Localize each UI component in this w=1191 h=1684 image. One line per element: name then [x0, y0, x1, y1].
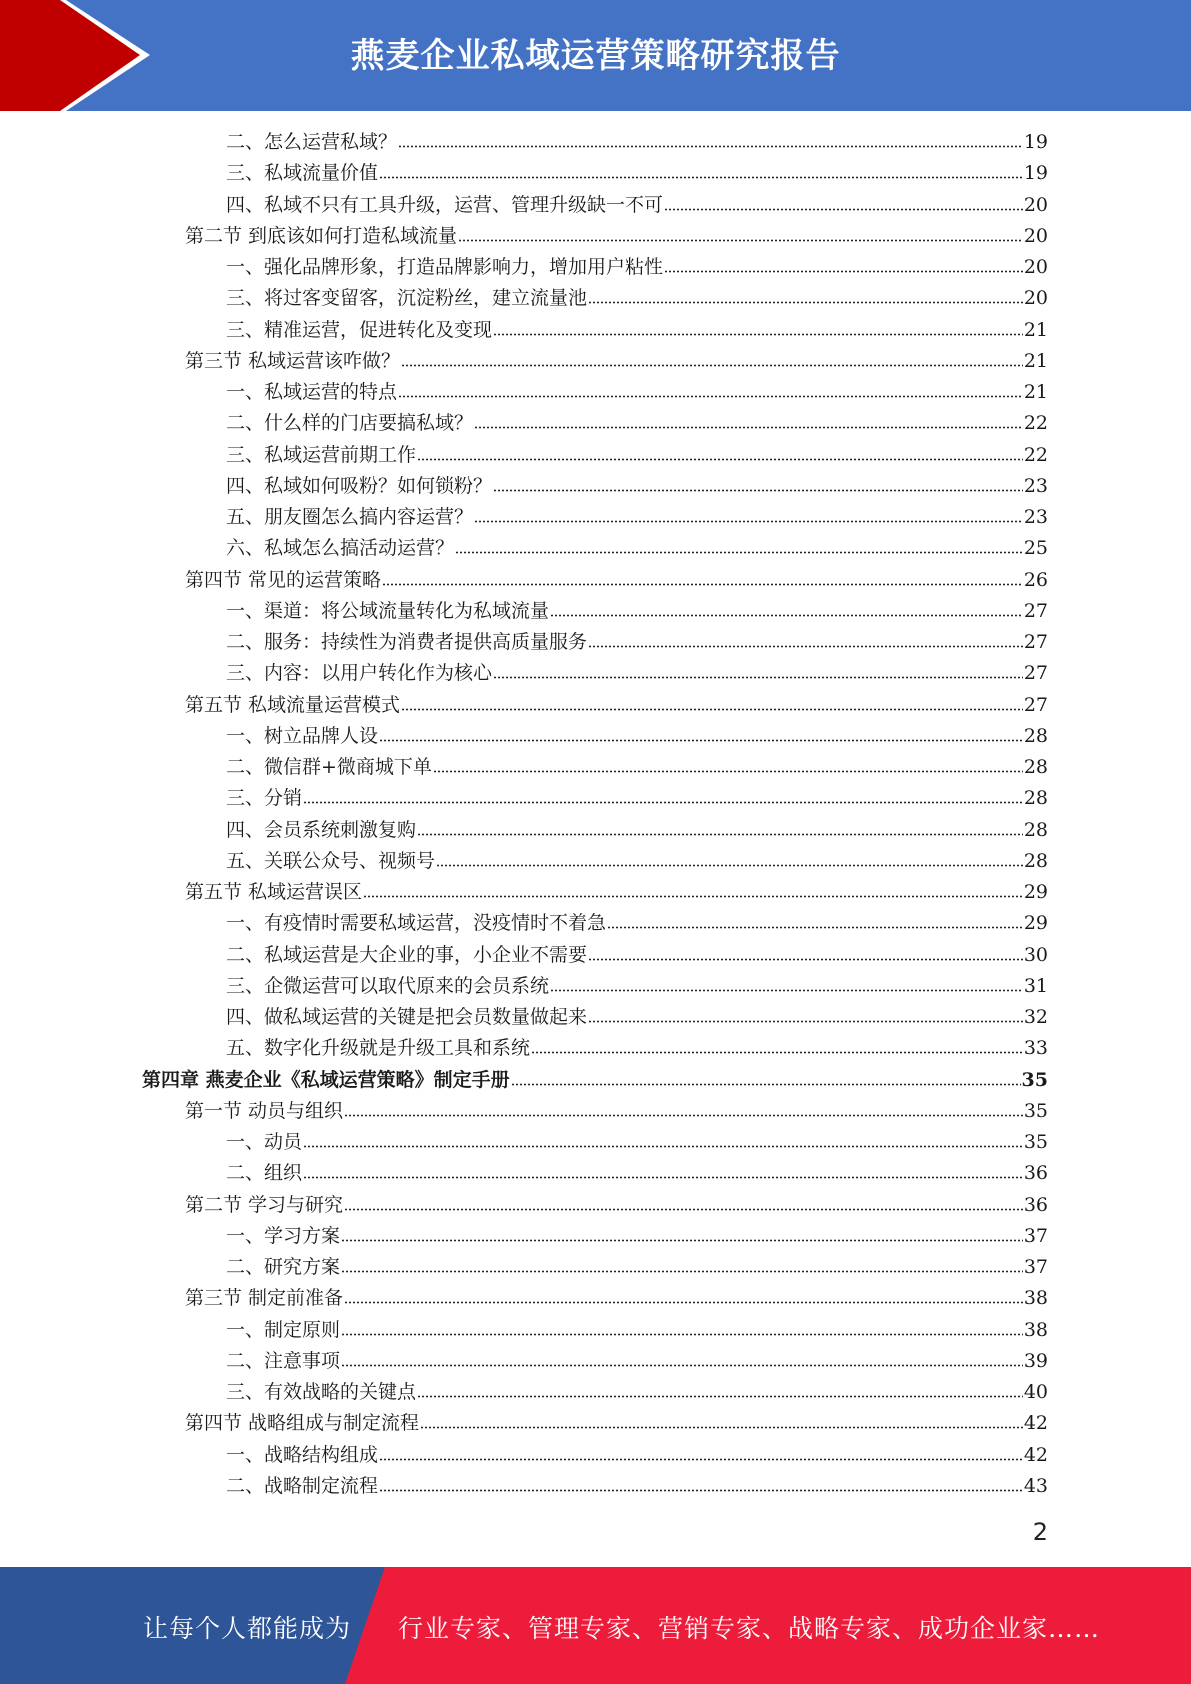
toc-entry-title: 第四节 常见的运营策略: [185, 568, 382, 591]
toc-subsection-entry[interactable]: [226, 1471, 1048, 1502]
toc-dot-leader: [550, 989, 1023, 992]
toc-subsection-entry[interactable]: [226, 627, 1048, 658]
toc-subsection-entry[interactable]: [226, 783, 1048, 814]
toc-entry-title: 一、学习方案: [226, 1224, 341, 1247]
toc-subsection-entry[interactable]: [226, 252, 1048, 283]
toc-dot-leader: [664, 208, 1023, 211]
toc-dot-leader: [474, 426, 1023, 429]
toc-entry-title: 第四章 燕麦企业《私域运营策略》制定手册: [142, 1068, 510, 1091]
toc-entry-page-number: 28: [1023, 818, 1048, 841]
toc-entry-page-number: 22: [1023, 443, 1048, 466]
toc-entry-page-number: 19: [1023, 131, 1048, 153]
toc-entry-page-number: 40: [1023, 1381, 1048, 1403]
toc-entry-page-number: 23: [1023, 474, 1048, 497]
toc-subsection-entry[interactable]: [226, 721, 1048, 752]
toc-dot-leader: [436, 864, 1023, 867]
toc-dot-leader: [588, 645, 1023, 648]
toc-entry-page-number: 42: [1023, 1412, 1048, 1435]
toc-dot-leader: [379, 1489, 1023, 1492]
toc-subsection-entry[interactable]: [226, 315, 1048, 346]
toc-dot-leader: [474, 520, 1023, 523]
toc-entry-title: 第二节 学习与研究: [185, 1193, 344, 1216]
toc-entry-title: 第五节 私域流量运营模式: [185, 693, 401, 716]
toc-entry-title: 三、私域运营前期工作: [226, 443, 417, 466]
toc-entry-title: 二、微信群+微商城下单: [226, 756, 432, 778]
toc-subsection-entry[interactable]: [226, 127, 1048, 158]
toc-entry-page-number: 37: [1023, 1224, 1048, 1247]
toc-dot-leader: [379, 1458, 1023, 1461]
toc-entry-page-number: 21: [1023, 318, 1048, 341]
toc-entry-title: 一、动员: [226, 1131, 303, 1153]
toc-entry-title: 一、渠道：将公域流量转化为私域流量: [226, 599, 550, 622]
toc-subsection-entry[interactable]: [226, 440, 1048, 471]
toc-subsection-entry[interactable]: [226, 1252, 1048, 1283]
toc-section-entry[interactable]: [185, 1408, 1048, 1439]
toc-entry-title: 二、注意事项: [226, 1349, 341, 1372]
toc-dot-leader: [493, 676, 1023, 679]
toc-entry-title: 二、研究方案: [226, 1256, 341, 1278]
page-footer: [0, 1567, 1191, 1684]
toc-entry-title: 四、做私域运营的关键是把会员数量做起来: [226, 1006, 588, 1028]
toc-subsection-entry[interactable]: [226, 908, 1048, 939]
toc-entry-title: 五、朋友圈怎么搞内容运营？: [226, 506, 474, 528]
toc-entry-page-number: 27: [1023, 599, 1048, 622]
toc-section-entry[interactable]: [185, 565, 1048, 596]
toc-entry-title: 第一节 动员与组织: [185, 1099, 344, 1122]
toc-dot-leader: [401, 708, 1023, 711]
toc-subsection-entry[interactable]: [226, 533, 1048, 564]
toc-entry-title: 一、树立品牌人设: [226, 724, 379, 747]
toc-dot-leader: [363, 895, 1023, 898]
toc-entry-page-number: 35: [1023, 1099, 1048, 1122]
toc-subsection-entry[interactable]: [226, 846, 1048, 877]
toc-dot-leader: [588, 301, 1023, 304]
toc-dot-leader: [303, 801, 1023, 804]
toc-entry-page-number: 36: [1023, 1162, 1048, 1185]
toc-entry-page-number: 28: [1023, 724, 1048, 747]
toc-entry-page-number: 20: [1023, 224, 1048, 247]
toc-entry-title: 四、私域如何吸粉？如何锁粉？: [226, 474, 493, 497]
toc-entry-title: 第二节 到底该如何打造私域流量: [185, 224, 458, 247]
toc-entry-title: 一、强化品牌形象，打造品牌影响力，增加用户粘性: [226, 256, 664, 278]
page-header: [0, 0, 1191, 111]
toc-dot-leader: [344, 1301, 1023, 1304]
toc-subsection-entry[interactable]: [226, 1440, 1048, 1471]
toc-subsection-entry[interactable]: [226, 408, 1048, 439]
toc-entry-page-number: 27: [1023, 693, 1048, 716]
toc-subsection-entry[interactable]: [226, 377, 1048, 408]
toc-entry-title: 三、私域流量价值: [226, 162, 379, 185]
toc-entry-page-number: 33: [1023, 1037, 1048, 1060]
toc-entry-title: 五、数字化升级就是升级工具和系统: [226, 1037, 531, 1060]
toc-entry-page-number: 21: [1023, 381, 1048, 403]
toc-entry-title: 三、分销: [226, 787, 303, 810]
toc-subsection-entry[interactable]: [226, 940, 1048, 971]
toc-entry-title: 二、组织: [226, 1162, 303, 1185]
footer-slogan-right: 行业专家、管理专家、营销专家、战略专家、成功企业家……: [398, 1614, 1101, 1643]
toc-subsection-entry[interactable]: [226, 658, 1048, 689]
toc-entry-page-number: 35: [1021, 1068, 1048, 1091]
toc-entry-page-number: 43: [1023, 1474, 1048, 1497]
toc-dot-leader: [379, 176, 1023, 179]
page-number: 2: [1032, 1518, 1048, 1546]
toc-entry-title: 一、私域运营的特点: [226, 381, 398, 403]
toc-entry-title: 第三节 制定前准备: [185, 1287, 344, 1310]
toc-dot-leader: [341, 1270, 1023, 1273]
toc-entry-page-number: 32: [1023, 1006, 1048, 1028]
toc-entry-page-number: 31: [1023, 974, 1048, 997]
toc-entry-page-number: 25: [1023, 537, 1048, 560]
toc-dot-leader: [303, 1176, 1023, 1179]
toc-dot-leader: [401, 364, 1023, 367]
toc-dot-leader: [493, 333, 1023, 336]
toc-dot-leader: [550, 614, 1023, 617]
toc-dot-leader: [607, 926, 1023, 929]
toc-entry-title: 三、企微运营可以取代原来的会员系统: [226, 974, 550, 997]
toc-entry-page-number: 29: [1023, 912, 1048, 935]
toc-subsection-entry[interactable]: [226, 1002, 1048, 1033]
toc-section-entry[interactable]: [185, 1283, 1048, 1314]
document-title: 燕麦企业私域运营策略研究报告: [350, 36, 841, 76]
toc-entry-title: 三、有效战略的关键点: [226, 1381, 417, 1403]
toc-dot-leader: [417, 833, 1023, 836]
toc-dot-leader: [417, 458, 1023, 461]
toc-dot-leader: [420, 1426, 1023, 1429]
toc-entry-page-number: 29: [1023, 881, 1048, 903]
toc-entry-page-number: 27: [1023, 631, 1048, 653]
toc-entry-title: 第三节 私域运营该咋做？: [185, 349, 401, 372]
toc-entry-page-number: 26: [1023, 568, 1048, 591]
toc-entry-page-number: 28: [1023, 849, 1048, 872]
toc-dot-leader: [344, 1208, 1023, 1211]
toc-entry-page-number: 22: [1023, 412, 1048, 435]
toc-entry-page-number: 20: [1023, 287, 1048, 310]
toc-subsection-entry[interactable]: [226, 158, 1048, 189]
toc-section-entry[interactable]: [185, 690, 1048, 721]
toc-dot-leader: [398, 395, 1023, 398]
toc-entry-page-number: 38: [1023, 1318, 1048, 1341]
toc-entry-title: 二、怎么运营私域？: [226, 131, 398, 153]
toc-dot-leader: [303, 1145, 1023, 1148]
toc-subsection-entry[interactable]: [226, 752, 1048, 783]
toc-entry-page-number: 36: [1023, 1193, 1048, 1216]
toc-entry-title: 三、将过客变留客，沉淀粉丝，建立流量池: [226, 287, 588, 310]
toc-dot-leader: [341, 1333, 1023, 1336]
toc-section-entry[interactable]: [185, 1096, 1048, 1127]
toc-dot-leader: [341, 1239, 1023, 1242]
toc-dot-leader: [511, 1083, 1021, 1086]
toc-entry-title: 五、关联公众号、视频号: [226, 849, 436, 872]
toc-chapter-entry[interactable]: [142, 1065, 1048, 1096]
toc-subsection-entry[interactable]: [226, 283, 1048, 314]
toc-dot-leader: [417, 1395, 1023, 1398]
toc-dot-leader: [493, 489, 1023, 492]
toc-section-entry[interactable]: [185, 221, 1048, 252]
toc-entry-page-number: 38: [1023, 1287, 1048, 1310]
toc-entry-title: 一、有疫情时需要私域运营，没疫情时不着急: [226, 912, 607, 935]
toc-entry-title: 二、服务：持续性为消费者提供高质量服务: [226, 631, 588, 653]
toc-dot-leader: [531, 1051, 1023, 1054]
toc-entry-page-number: 42: [1023, 1443, 1048, 1466]
toc-entry-title: 第四节 战略组成与制定流程: [185, 1412, 420, 1435]
toc-subsection-entry[interactable]: [226, 1346, 1048, 1377]
toc-entry-page-number: 35: [1023, 1131, 1048, 1153]
toc-subsection-entry[interactable]: [226, 1033, 1048, 1064]
toc-entry-page-number: 20: [1023, 193, 1048, 216]
toc-dot-leader: [588, 1020, 1023, 1023]
toc-dot-leader: [455, 551, 1023, 554]
toc-subsection-entry[interactable]: [226, 815, 1048, 846]
toc-section-entry[interactable]: [185, 1190, 1048, 1221]
toc-entry-page-number: 21: [1023, 349, 1048, 372]
toc-dot-leader: [341, 1364, 1023, 1367]
toc-entry-title: 二、什么样的门店要搞私域？: [226, 412, 474, 435]
toc-entry-title: 三、内容：以用户转化作为核心: [226, 662, 493, 685]
toc-subsection-entry[interactable]: [226, 1158, 1048, 1189]
toc-entry-title: 六、私域怎么搞活动运营？: [226, 537, 455, 560]
toc-entry-title: 二、私域运营是大企业的事，小企业不需要: [226, 943, 588, 966]
toc-dot-leader: [398, 145, 1023, 148]
toc-entry-page-number: 37: [1023, 1256, 1048, 1278]
toc-subsection-entry[interactable]: [226, 596, 1048, 627]
toc-entry-title: 四、会员系统刺激复购: [226, 818, 417, 841]
toc-dot-leader: [458, 239, 1023, 242]
toc-dot-leader: [588, 958, 1023, 961]
toc-dot-leader: [344, 1114, 1023, 1117]
toc-subsection-entry[interactable]: [226, 502, 1048, 533]
toc-entry-page-number: 39: [1023, 1349, 1048, 1372]
toc-dot-leader: [433, 770, 1023, 773]
toc-entry-page-number: 28: [1023, 756, 1048, 778]
toc-entry-title: 二、战略制定流程: [226, 1474, 379, 1497]
toc-dot-leader: [382, 583, 1023, 586]
toc-subsection-entry[interactable]: [226, 1377, 1048, 1408]
toc-subsection-entry[interactable]: [226, 471, 1048, 502]
footer-slogan-left: 让每个人都能成为: [143, 1614, 352, 1643]
toc-entry-page-number: 27: [1023, 662, 1048, 685]
toc-subsection-entry[interactable]: [226, 190, 1048, 221]
toc-section-entry[interactable]: [185, 346, 1048, 377]
toc-entry-page-number: 28: [1023, 787, 1048, 810]
toc-entry-page-number: 20: [1023, 256, 1048, 278]
toc-entry-title: 三、精准运营，促进转化及变现: [226, 318, 493, 341]
toc-entry-title: 一、制定原则: [226, 1318, 341, 1341]
toc-entry-page-number: 30: [1023, 943, 1048, 966]
toc-entry-title: 一、战略结构组成: [226, 1443, 379, 1466]
toc-entry-page-number: 23: [1023, 506, 1048, 528]
toc-section-entry[interactable]: [185, 877, 1048, 908]
toc-subsection-entry[interactable]: [226, 971, 1048, 1002]
toc-subsection-entry[interactable]: [226, 1127, 1048, 1158]
toc-subsection-entry[interactable]: [226, 1315, 1048, 1346]
toc-entry-title: 第五节 私域运营误区: [185, 881, 363, 903]
toc-dot-leader: [664, 270, 1023, 273]
toc-subsection-entry[interactable]: [226, 1221, 1048, 1252]
toc-dot-leader: [379, 739, 1023, 742]
toc-entry-page-number: 19: [1023, 162, 1048, 185]
toc-entry-title: 四、私域不只有工具升级，运营、管理升级缺一不可: [226, 193, 664, 216]
